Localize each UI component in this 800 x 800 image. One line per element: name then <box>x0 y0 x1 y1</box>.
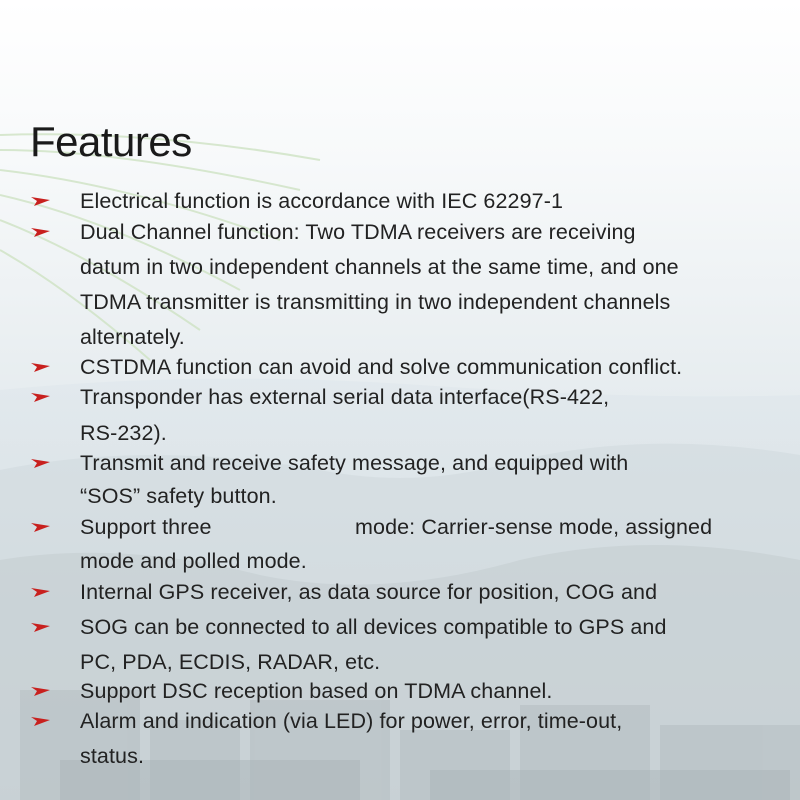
feature-line: Dual Channel function: Two TDMA receivers are receiving <box>80 220 636 244</box>
red-arrow-bullet-icon <box>30 620 52 634</box>
feature-line: Transponder has external serial data interface(RS-422, <box>80 385 610 409</box>
feature-line: PC, PDA, ECDIS, RADAR, etc. <box>80 650 381 674</box>
feature-line: Electrical function is accordance with IEC 62297-1 <box>80 189 564 213</box>
feature-line: RS-232). <box>80 421 167 445</box>
feature-line: Transmit and receive safety message, and equipped with <box>80 451 629 475</box>
feature-line: mode: Carrier-sense mode, assigned <box>355 515 713 539</box>
feature-line: “SOS” safety button. <box>80 484 277 508</box>
feature-line: Alarm and indication (via LED) for power, error, time-out, <box>80 709 623 733</box>
feature-line: SOG can be connected to all devices compatible to GPS and <box>80 615 667 639</box>
red-arrow-bullet-icon <box>30 456 52 470</box>
feature-line: alternately. <box>80 325 185 349</box>
feature-line: datum in two independent channels at the same time, and one <box>80 255 679 279</box>
red-arrow-bullet-icon <box>30 360 52 374</box>
feature-line: CSTDMA function can avoid and solve communication conflict. <box>80 355 683 379</box>
red-arrow-bullet-icon <box>30 714 52 728</box>
red-arrow-bullet-icon <box>30 585 52 599</box>
red-arrow-bullet-icon <box>30 520 52 534</box>
red-arrow-bullet-icon <box>30 194 52 208</box>
feature-line: Support three <box>80 515 212 539</box>
feature-line: TDMA transmitter is transmitting in two independent channels <box>80 290 671 314</box>
feature-line: Internal GPS receiver, as data source for position, COG and <box>80 580 658 604</box>
page-title: Features <box>30 118 192 165</box>
red-arrow-bullet-icon <box>30 390 52 404</box>
red-arrow-bullet-icon <box>30 225 52 239</box>
red-arrow-bullet-icon <box>30 684 52 698</box>
feature-line: status. <box>80 744 145 768</box>
feature-line: mode and polled mode. <box>80 549 307 573</box>
feature-line: Support DSC reception based on TDMA channel. <box>80 679 553 703</box>
